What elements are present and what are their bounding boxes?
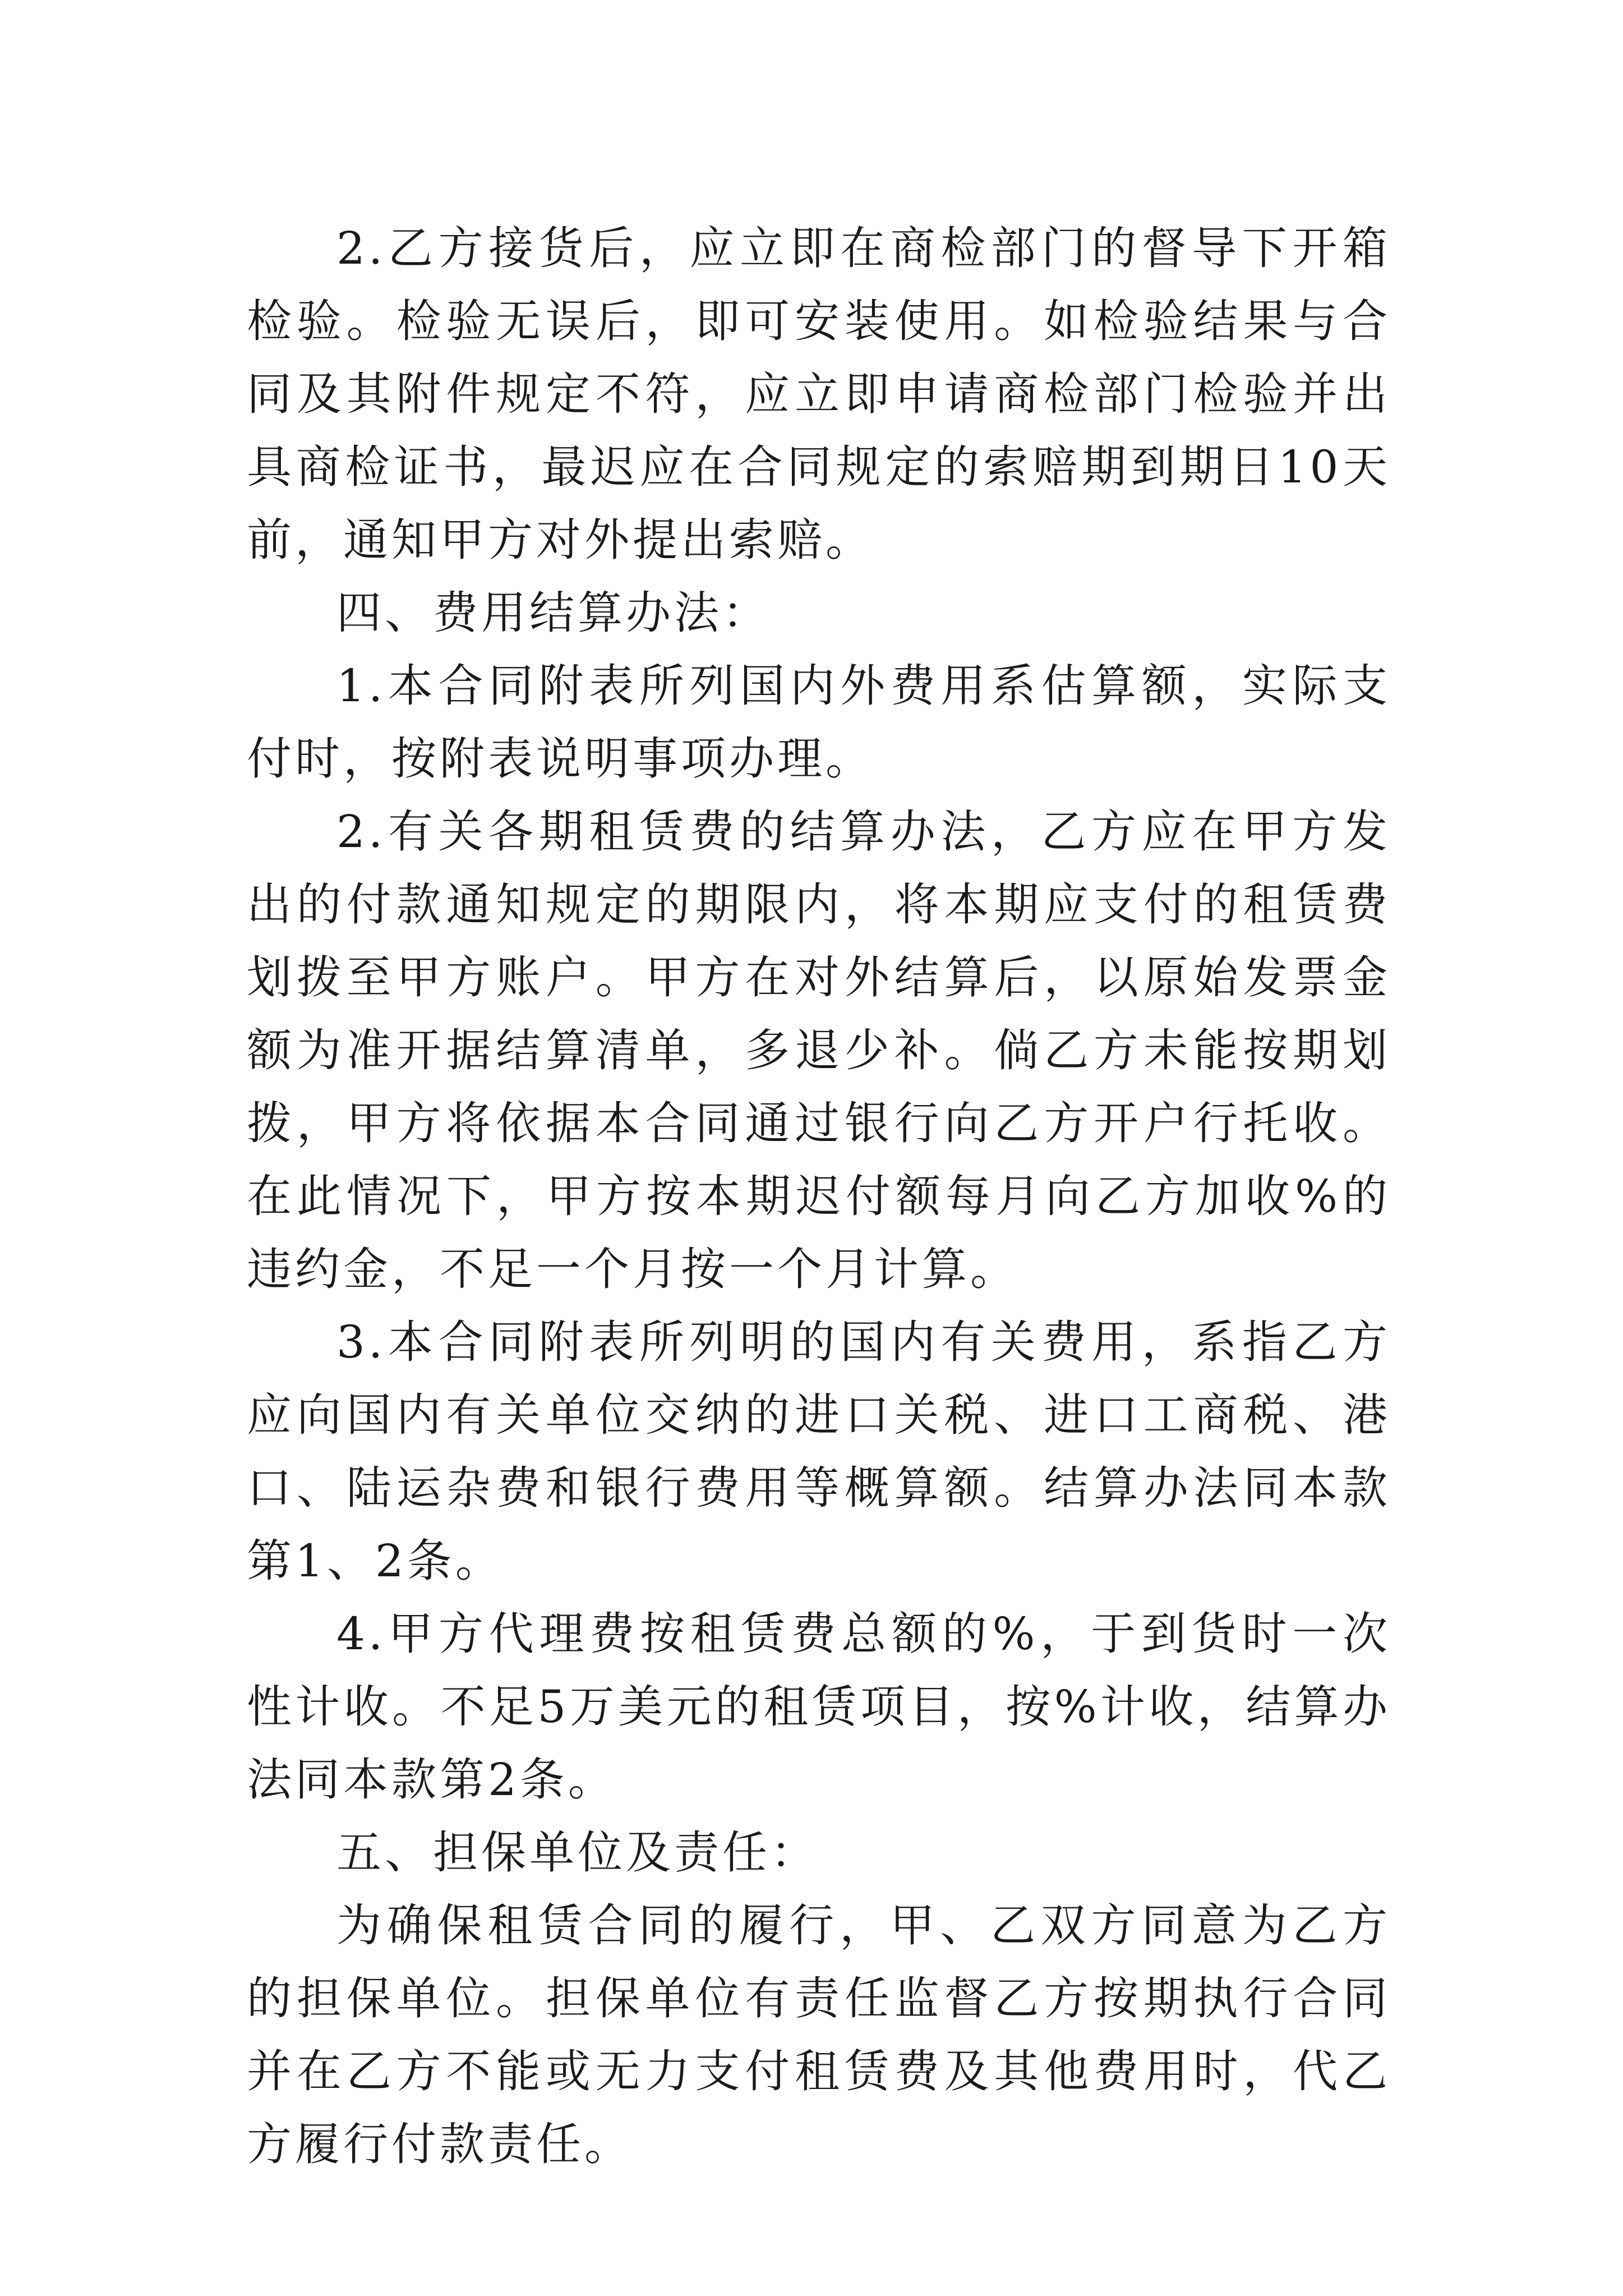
paragraph-domestic-fees: 3.本合同附表所列明的国内有关费用，系指乙方应向国内有关单位交纳的进口关税、进口工商税、港口、陆运杂费和银行费用等概算额。结算办法同本款第1、2条。 xyxy=(247,1316,1391,1587)
paragraph-inspection: 2.乙方接货后，应立即在商检部门的督导下开箱检验。检验无误后，即可安装使用。如检验结果与合同及其附件规定不符，应立即申请商检部门检验并出具商检证书，最迟应在合同规定的索赔期到期日10天前，通知甲方对外提出索赔。 xyxy=(247,222,1391,566)
section-heading-fee-settlement: 四、费用结算办法： xyxy=(336,587,771,639)
paragraph-agency-fee: 4.甲方代理费按租赁费总额的%，于到货时一次性计收。不足5万美元的租赁项目，按%计收，结算办法同本款第2条。 xyxy=(247,1608,1391,1806)
paragraph-fee-estimate: 1.本合同附表所列国内外费用系估算额，实际支付时，按附表说明事项办理。 xyxy=(247,660,1391,785)
paragraph-guarantor-duty: 为确保租赁合同的履行，甲、乙双方同意为乙方的担保单位。担保单位有责任监督乙方按期执行合同并在乙方不能或无力支付租赁费及其他费用时，代乙方履行付款责任。 xyxy=(247,1899,1391,2170)
document-body xyxy=(247,212,1391,2181)
section-heading-guarantor: 五、担保单位及责任： xyxy=(336,1826,819,1879)
paragraph-rent-settlement: 2.有关各期租赁费的结算办法，乙方应在甲方发出的付款通知规定的期限内，将本期应支付的租赁费划拨至甲方账户。甲方在对外结算后，以原始发票金额为准开据结算清单，多退少补。倘乙方未能按期划拨，甲方将依据本合同通过银行向乙方开户行托收。在此情况下，甲方按本期迟付额每月向乙方加收%的违约金，不足一个月按一个月计算。 xyxy=(247,806,1391,1295)
